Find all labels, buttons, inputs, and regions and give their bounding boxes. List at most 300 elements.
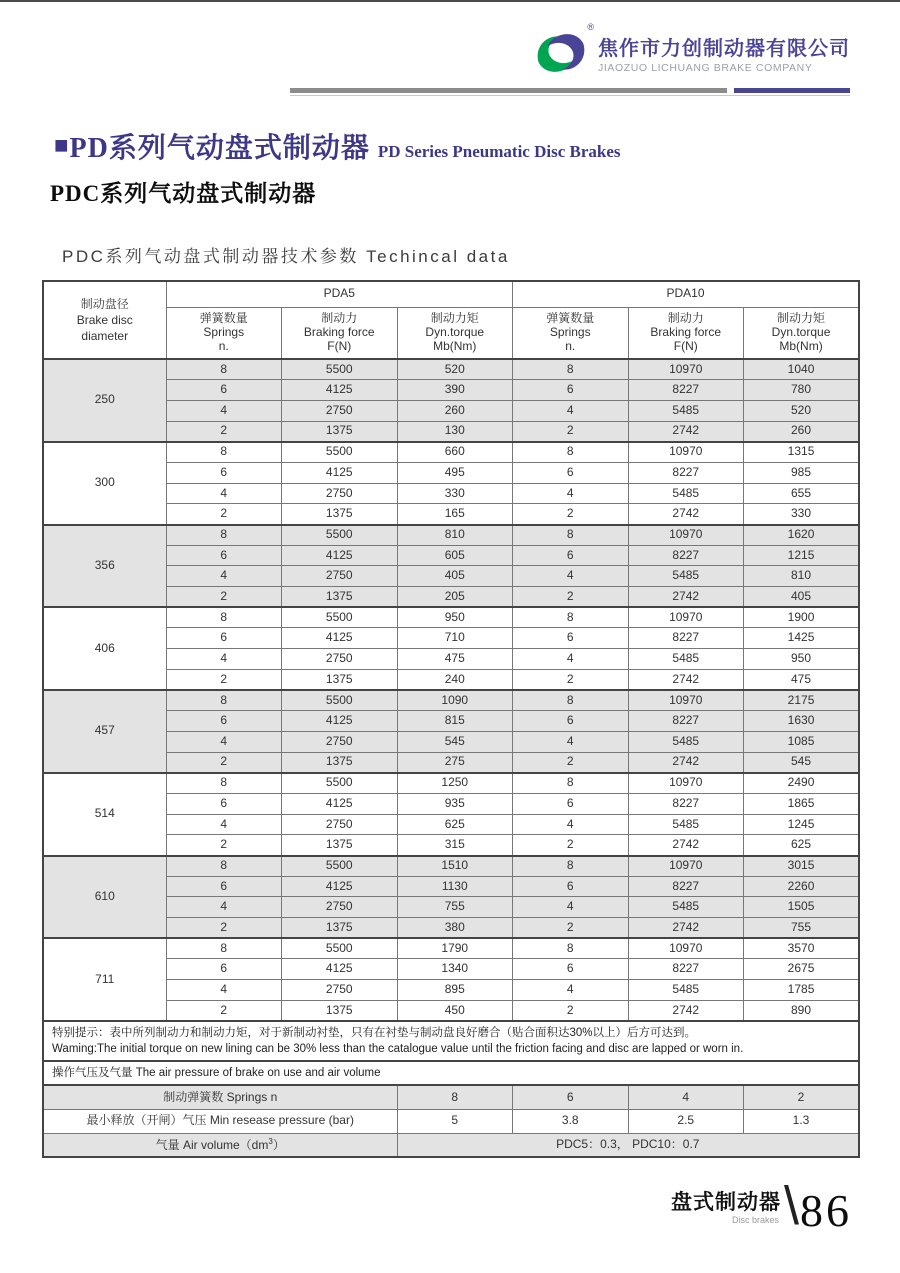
warning-row <box>43 1021 859 1061</box>
disc-diameter-cell: 406 <box>43 607 166 690</box>
value-cell: 5500 <box>282 525 398 546</box>
table-row <box>43 421 859 442</box>
value-cell: 10970 <box>628 690 744 711</box>
value-cell: 2750 <box>282 814 398 835</box>
value-cell: 405 <box>397 566 513 587</box>
value-cell: 2750 <box>282 980 398 1001</box>
value-cell: 4 <box>166 814 282 835</box>
air-section-row <box>43 1061 859 1085</box>
value-cell: 6 <box>513 876 629 897</box>
company-name <box>598 32 850 74</box>
air-volume-value: PDC5：0.3， PDC10：0.7 <box>397 1133 859 1157</box>
disc-diameter-cell: 457 <box>43 690 166 773</box>
value-cell: 815 <box>397 711 513 732</box>
value-cell: 1375 <box>282 421 398 442</box>
footer-title-cn: 盘式制动器 <box>670 1191 781 1215</box>
col-en: Braking force <box>650 324 722 339</box>
value-cell: 2 <box>166 421 282 442</box>
value-cell: 2750 <box>282 566 398 587</box>
value-cell: 1785 <box>744 980 860 1001</box>
value-cell: 390 <box>397 380 513 401</box>
table-row <box>43 649 859 670</box>
col-unit: Mb(Nm) <box>779 338 823 353</box>
value-cell: 1425 <box>744 628 860 649</box>
value-cell: 4125 <box>282 380 398 401</box>
col-en: Dyn.torque <box>771 324 831 339</box>
column-header <box>397 307 513 359</box>
value-cell: 755 <box>744 918 860 939</box>
air-volume-label-text: 气量 Air volume（dm <box>155 1138 269 1153</box>
value-cell: 8 <box>166 690 282 711</box>
table-row <box>43 359 859 380</box>
table-row <box>43 876 859 897</box>
air-volume-row <box>43 1133 859 1157</box>
warning-cell <box>43 1021 859 1061</box>
table-row <box>43 628 859 649</box>
value-cell: 8 <box>513 525 629 546</box>
value-cell: 520 <box>397 359 513 380</box>
table-row <box>43 814 859 835</box>
top-rule <box>0 0 900 2</box>
value-cell: 1250 <box>397 773 513 794</box>
value-cell: 1040 <box>744 359 860 380</box>
value-cell: 4 <box>166 980 282 1001</box>
value-cell: 6 <box>513 380 629 401</box>
disc-diameter-cell: 514 <box>43 773 166 856</box>
value-cell: 4 <box>166 731 282 752</box>
value-cell: 8 <box>166 525 282 546</box>
value-cell: 2742 <box>628 752 744 773</box>
value-cell: 8227 <box>628 380 744 401</box>
value-cell: 2 <box>166 504 282 525</box>
table-caption: PDC系列气动盘式制动器技术参数 Techincal data <box>62 247 510 266</box>
value-cell: 2 <box>513 504 629 525</box>
value-cell: 5485 <box>628 566 744 587</box>
value-cell: 2260 <box>744 876 860 897</box>
value-cell: 1505 <box>744 897 860 918</box>
company-name-cn: 焦作市力创制动器有限公司 <box>598 38 850 60</box>
table-row <box>43 669 859 690</box>
air-volume-label-close: ） <box>272 1138 285 1153</box>
col-cn: 弹簧数量 <box>199 311 248 326</box>
value-cell: 1130 <box>397 876 513 897</box>
value-cell: 8227 <box>628 876 744 897</box>
min-pressure-label: 最小释放（开闸）气压 Min resease pressure (bar) <box>43 1109 397 1133</box>
column-header <box>628 307 744 359</box>
table-row <box>43 566 859 587</box>
swirl-logo-icon <box>532 24 590 82</box>
warning-text-en: Waming:The initial torque on new lining can be 30% less than the catalogue value until the friction facing and disc are lapped or worn in. <box>52 1043 744 1056</box>
value-cell: 2 <box>513 421 629 442</box>
springs-count-row <box>43 1085 859 1109</box>
value-cell: 6 <box>513 959 629 980</box>
value-cell: 2175 <box>744 690 860 711</box>
col-cn: 弹簧数量 <box>546 311 595 326</box>
value-cell: 5500 <box>282 773 398 794</box>
value-cell: 985 <box>744 462 860 483</box>
value-cell: 4 <box>513 897 629 918</box>
value-cell: 315 <box>397 835 513 856</box>
col-cn: 制动力矩 <box>430 311 479 326</box>
series-title <box>54 126 900 166</box>
value-cell: 935 <box>397 793 513 814</box>
table-row <box>43 793 859 814</box>
warning-text-cn: 特别提示：表中所列制动力和制动力矩，对于新制动衬垫，只有在衬垫与制动盘良好磨合（贴合面积达30%以上）后方可达到。 <box>52 1027 697 1039</box>
value-cell: 1375 <box>282 669 398 690</box>
value-cell: 4 <box>513 400 629 421</box>
min-pressure-row <box>43 1109 859 1133</box>
value-cell: 2 <box>513 669 629 690</box>
value-cell: 1630 <box>744 711 860 732</box>
value-cell: 605 <box>397 545 513 566</box>
value-cell: 8 <box>166 856 282 877</box>
value-cell: 10970 <box>628 607 744 628</box>
value-cell: 260 <box>397 400 513 421</box>
value-cell: 8 <box>166 773 282 794</box>
value-cell: 4 <box>166 566 282 587</box>
divider-gray-bar <box>290 88 727 93</box>
value-cell: 330 <box>397 483 513 504</box>
table-row <box>43 400 859 421</box>
table-row <box>43 835 859 856</box>
value-cell: 950 <box>744 649 860 670</box>
value-cell: 260 <box>744 421 860 442</box>
value-cell: 2742 <box>628 587 744 608</box>
value-cell: 625 <box>397 814 513 835</box>
value-cell: 5485 <box>628 731 744 752</box>
springs-count-value: 4 <box>628 1085 744 1109</box>
value-cell: 1620 <box>744 525 860 546</box>
header-divider <box>290 88 850 96</box>
column-header <box>282 307 398 359</box>
value-cell: 1375 <box>282 835 398 856</box>
min-pressure-value: 1.3 <box>744 1109 860 1133</box>
disc-diameter-cell: 250 <box>43 359 166 442</box>
col-en: Springs <box>203 324 245 339</box>
table-row <box>43 856 859 877</box>
table-row <box>43 897 859 918</box>
value-cell: 2 <box>513 918 629 939</box>
table-body <box>43 359 859 1021</box>
value-cell: 2750 <box>282 649 398 670</box>
value-cell: 4 <box>513 483 629 504</box>
air-volume-label-sup: 3 <box>268 1137 273 1147</box>
value-cell: 4125 <box>282 462 398 483</box>
value-cell: 625 <box>744 835 860 856</box>
min-pressure-value: 2.5 <box>628 1109 744 1133</box>
value-cell: 6 <box>166 545 282 566</box>
table-row <box>43 607 859 628</box>
col-en: Dyn.torque <box>425 324 485 339</box>
value-cell: 8227 <box>628 462 744 483</box>
table-row <box>43 938 859 959</box>
value-cell: 10970 <box>628 773 744 794</box>
value-cell: 5485 <box>628 649 744 670</box>
min-pressure-value: 5 <box>397 1109 513 1133</box>
value-cell: 755 <box>397 897 513 918</box>
technical-data-table <box>42 280 860 1158</box>
value-cell: 6 <box>513 711 629 732</box>
value-cell: 6 <box>166 959 282 980</box>
value-cell: 545 <box>744 752 860 773</box>
column-header-row <box>43 307 859 359</box>
springs-count-value: 2 <box>744 1085 860 1109</box>
value-cell: 1510 <box>397 856 513 877</box>
value-cell: 8 <box>513 856 629 877</box>
value-cell: 4125 <box>282 711 398 732</box>
value-cell: 2 <box>166 835 282 856</box>
value-cell: 3015 <box>744 856 860 877</box>
value-cell: 4 <box>166 897 282 918</box>
value-cell: 2742 <box>628 835 744 856</box>
value-cell: 4 <box>513 566 629 587</box>
value-cell: 475 <box>397 649 513 670</box>
table-row <box>43 462 859 483</box>
value-cell: 5485 <box>628 897 744 918</box>
value-cell: 2750 <box>282 897 398 918</box>
divider-purple-bar <box>734 88 850 93</box>
table-row <box>43 959 859 980</box>
value-cell: 520 <box>744 400 860 421</box>
value-cell: 6 <box>166 793 282 814</box>
table-row <box>43 380 859 401</box>
value-cell: 8 <box>166 938 282 959</box>
page-number: 86 <box>800 1185 852 1237</box>
value-cell: 8 <box>166 442 282 463</box>
value-cell: 10970 <box>628 938 744 959</box>
page-footer <box>0 1176 852 1237</box>
value-cell: 475 <box>744 669 860 690</box>
value-cell: 2750 <box>282 731 398 752</box>
table-row <box>43 545 859 566</box>
value-cell: 8227 <box>628 793 744 814</box>
model-group-row <box>43 281 859 307</box>
footer-slash: \ <box>783 1176 799 1237</box>
registered-trademark-icon: ® <box>587 22 594 32</box>
value-cell: 2 <box>166 669 282 690</box>
value-cell: 810 <box>397 525 513 546</box>
disc-header-cn: 制动盘径 <box>80 296 129 311</box>
value-cell: 780 <box>744 380 860 401</box>
value-cell: 8227 <box>628 628 744 649</box>
value-cell: 2675 <box>744 959 860 980</box>
value-cell: 1090 <box>397 690 513 711</box>
value-cell: 8 <box>513 690 629 711</box>
value-cell: 275 <box>397 752 513 773</box>
col-en: Springs <box>549 324 591 339</box>
value-cell: 6 <box>513 462 629 483</box>
model-title: PDC系列气动盘式制动器 <box>50 181 317 206</box>
value-cell: 5485 <box>628 980 744 1001</box>
value-cell: 205 <box>397 587 513 608</box>
value-cell: 1315 <box>744 442 860 463</box>
value-cell: 8 <box>513 773 629 794</box>
value-cell: 4125 <box>282 545 398 566</box>
value-cell: 8 <box>166 607 282 628</box>
value-cell: 890 <box>744 1000 860 1021</box>
value-cell: 1375 <box>282 918 398 939</box>
value-cell: 8227 <box>628 959 744 980</box>
value-cell: 2 <box>513 587 629 608</box>
value-cell: 1375 <box>282 587 398 608</box>
table-row <box>43 731 859 752</box>
value-cell: 2742 <box>628 918 744 939</box>
col-cn: 制动力 <box>667 311 704 326</box>
col-unit: n. <box>218 338 229 353</box>
value-cell: 495 <box>397 462 513 483</box>
model-group-pda5: PDA5 <box>166 281 513 307</box>
title-square-marker: ■ <box>54 133 69 159</box>
value-cell: 1790 <box>397 938 513 959</box>
value-cell: 2 <box>166 1000 282 1021</box>
col-cn: 制动力矩 <box>777 311 826 326</box>
value-cell: 4 <box>166 400 282 421</box>
company-name-en: JIAOZUO LICHUANG BRAKE COMPANY <box>598 62 813 74</box>
table-row <box>43 525 859 546</box>
col-unit: n. <box>565 338 576 353</box>
value-cell: 5485 <box>628 483 744 504</box>
value-cell: 2742 <box>628 1000 744 1021</box>
disc-diameter-cell: 300 <box>43 442 166 525</box>
footer-labels <box>671 1186 781 1225</box>
value-cell: 5500 <box>282 607 398 628</box>
value-cell: 6 <box>513 628 629 649</box>
company-logo-block <box>0 24 850 82</box>
disc-diameter-cell: 356 <box>43 525 166 608</box>
value-cell: 2750 <box>282 483 398 504</box>
model-group-pda10: PDA10 <box>513 281 860 307</box>
value-cell: 8 <box>513 359 629 380</box>
value-cell: 2 <box>166 918 282 939</box>
value-cell: 1375 <box>282 752 398 773</box>
col-cn: 制动力 <box>321 311 358 326</box>
table-row <box>43 504 859 525</box>
value-cell: 10970 <box>628 525 744 546</box>
value-cell: 4 <box>166 483 282 504</box>
value-cell: 5485 <box>628 400 744 421</box>
value-cell: 5500 <box>282 442 398 463</box>
col-unit: Mb(Nm) <box>433 338 477 353</box>
column-header <box>166 307 282 359</box>
value-cell: 8 <box>513 607 629 628</box>
col-unit: F(N) <box>673 338 698 353</box>
value-cell: 950 <box>397 607 513 628</box>
value-cell: 1375 <box>282 504 398 525</box>
disc-diameter-header <box>43 281 166 359</box>
value-cell: 130 <box>397 421 513 442</box>
springs-count-value: 6 <box>513 1085 629 1109</box>
table-row <box>43 773 859 794</box>
table-row <box>43 980 859 1001</box>
value-cell: 4125 <box>282 628 398 649</box>
value-cell: 240 <box>397 669 513 690</box>
value-cell: 4 <box>513 980 629 1001</box>
series-title-en: PD Series Pneumatic Disc Brakes <box>377 142 621 161</box>
disc-header-en2: diameter <box>81 329 129 344</box>
value-cell: 8227 <box>628 711 744 732</box>
value-cell: 10970 <box>628 359 744 380</box>
footer-title-en: Disc brakes <box>731 1215 779 1226</box>
value-cell: 8227 <box>628 545 744 566</box>
springs-count-value: 8 <box>397 1085 513 1109</box>
table-row <box>43 711 859 732</box>
value-cell: 2742 <box>628 504 744 525</box>
value-cell: 4 <box>513 814 629 835</box>
value-cell: 450 <box>397 1000 513 1021</box>
value-cell: 5485 <box>628 814 744 835</box>
value-cell: 545 <box>397 731 513 752</box>
value-cell: 1340 <box>397 959 513 980</box>
value-cell: 810 <box>744 566 860 587</box>
value-cell: 2 <box>166 587 282 608</box>
table-header <box>43 281 859 359</box>
value-cell: 1900 <box>744 607 860 628</box>
value-cell: 6 <box>166 628 282 649</box>
value-cell: 1215 <box>744 545 860 566</box>
disc-diameter-cell: 711 <box>43 938 166 1021</box>
value-cell: 8 <box>513 938 629 959</box>
value-cell: 2742 <box>628 669 744 690</box>
value-cell: 1865 <box>744 793 860 814</box>
air-volume-label <box>43 1133 397 1157</box>
value-cell: 165 <box>397 504 513 525</box>
value-cell: 2750 <box>282 400 398 421</box>
value-cell: 4125 <box>282 959 398 980</box>
col-en: Braking force <box>303 324 375 339</box>
series-title-cn: PD系列气动盘式制动器 <box>69 133 370 164</box>
value-cell: 660 <box>397 442 513 463</box>
col-unit: F(N) <box>327 338 352 353</box>
notes-body <box>43 1021 859 1157</box>
value-cell: 405 <box>744 587 860 608</box>
value-cell: 2 <box>513 1000 629 1021</box>
value-cell: 3570 <box>744 938 860 959</box>
value-cell: 2 <box>513 752 629 773</box>
value-cell: 710 <box>397 628 513 649</box>
value-cell: 10970 <box>628 442 744 463</box>
value-cell: 6 <box>166 462 282 483</box>
value-cell: 2 <box>166 752 282 773</box>
value-cell: 5500 <box>282 359 398 380</box>
min-pressure-value: 3.8 <box>513 1109 629 1133</box>
table-row <box>43 483 859 504</box>
value-cell: 8 <box>513 442 629 463</box>
company-logo-icon <box>532 22 594 82</box>
value-cell: 2742 <box>628 421 744 442</box>
value-cell: 895 <box>397 980 513 1001</box>
table-row <box>43 752 859 773</box>
value-cell: 5500 <box>282 856 398 877</box>
table-row <box>43 690 859 711</box>
value-cell: 4125 <box>282 876 398 897</box>
value-cell: 10970 <box>628 856 744 877</box>
value-cell: 380 <box>397 918 513 939</box>
value-cell: 330 <box>744 504 860 525</box>
value-cell: 6 <box>513 545 629 566</box>
value-cell: 6 <box>166 876 282 897</box>
value-cell: 5500 <box>282 938 398 959</box>
value-cell: 2490 <box>744 773 860 794</box>
table-row <box>43 587 859 608</box>
value-cell: 6 <box>513 793 629 814</box>
column-header <box>744 307 860 359</box>
value-cell: 655 <box>744 483 860 504</box>
value-cell: 8 <box>166 359 282 380</box>
value-cell: 4 <box>513 649 629 670</box>
table-row <box>43 1000 859 1021</box>
value-cell: 5500 <box>282 690 398 711</box>
value-cell: 2 <box>513 835 629 856</box>
